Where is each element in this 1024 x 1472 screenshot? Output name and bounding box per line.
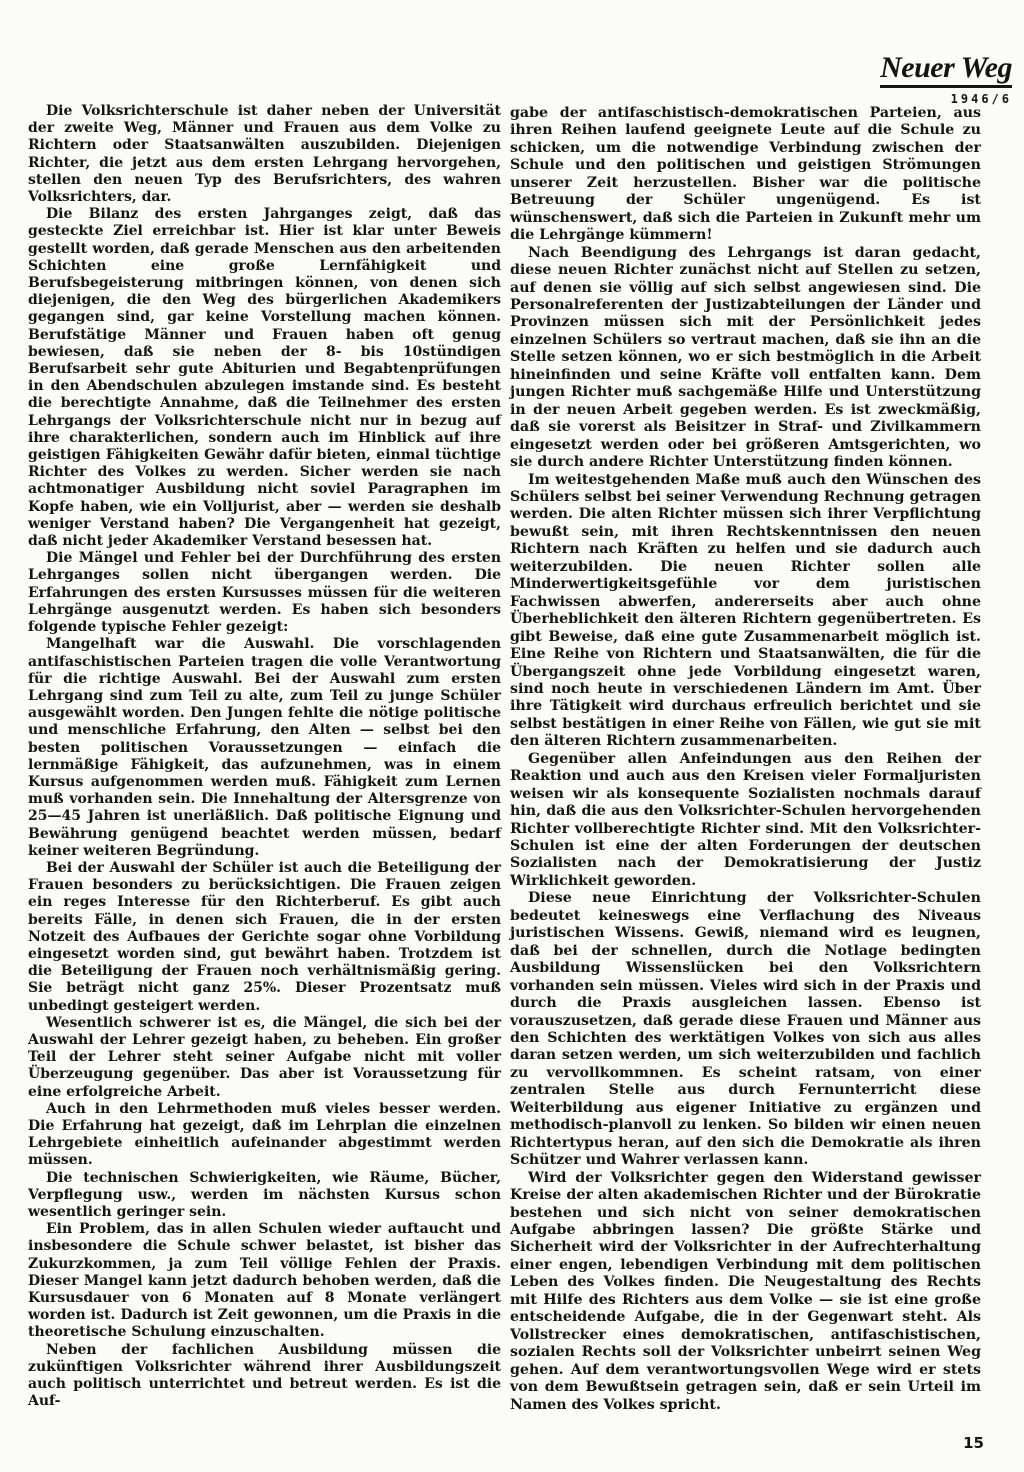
publication-title: Neuer Weg <box>880 52 1012 88</box>
masthead <box>880 52 1012 106</box>
paragraph: Wesentlich schwerer ist es, die Mängel, die sich bei der Auswahl der Lehrer gezeigt haben, zu beheben. Ein großer Teil der Lehrer steht seiner Aufgabe nicht mit voller Überzeugung gegenüber. Das aber ist Voraussetzung für eine erfolgreiche Arbeit. <box>28 1014 501 1100</box>
paragraph: Nach Beendigung des Lehrgangs ist daran gedacht, diese neuen Richter zunächst nicht auf Stellen zu setzen, auf denen sie völlig auf sich selbst angewiesen sind. Die Personalreferenten der Justizabteilungen der Länder und Provinzen müssen sich mit der Persönlichkeit jedes einzelnen Schülers so vertraut machen, daß sie ihn an die Stelle setzen können, wo er sich bestmöglich in die Arbeit hineinfinden und seine Kräfte voll entfalten kann. Dem jungen Richter muß sachgemäße Hilfe und Unterstützung in der neuen Arbeit gegeben werden. Es ist zweckmäßig, daß sie vorerst als Beisitzer in Straf- und Zivilkammern eingesetzt werden oder bei größeren Amtsgerichten, wo sie durch andere Richter Unterstützung finden können. <box>510 244 981 471</box>
paragraph: Mangelhaft war die Auswahl. Die vorschlagenden antifaschistischen Parteien tragen die volle Verantwortung für die richtige Auswahl. Bei der Auswahl zum ersten Lehrgang sind zum Teil zu alte, zum Teil zu junge Schüler ausgewählt worden. Den Jungen fehlte die nötige politische und menschliche Erfahrung, den Alten — selbst bei den besten politischen Voraussetzungen — einfach die lernmäßige Fähigkeit, das aufzunehmen, was in einem Kursus aufgenommen werden muß. Fähigkeit zum Lernen muß vorhanden sein. Die Innehaltung der Altersgrenze von 25—45 Jahren ist unerläßlich. Daß politische Eignung und Bewährung genügend beachtet werden müssen, bedarf keiner weiteren Begründung. <box>28 636 501 859</box>
paragraph: Die Bilanz des ersten Jahrganges zeigt, daß das gesteckte Ziel erreichbar ist. Hier ist klar unter Beweis gestellt worden, daß gerade Menschen aus den arbeitenden Schichten eine große Lernfähigkeit und Berufsbegeisterung mitbringen können, von denen sich diejenigen, die den Weg des bürgerlichen Akademikers gegangen sind, gar keine Vorstellung machen können. Berufstätige Männer und Frauen haben oft genug bewiesen, daß sie neben der 8- bis 10stündigen Berufsarbeit sehr gute Abiturien und Begabtenprüfungen in den Abendschulen abzulegen imstande sind. Es besteht die berechtigte Annahme, daß die Teilnehmer des ersten Lehrgangs der Volksrichterschule nicht nur in bezug auf ihre charakterlichen, sondern auch im Hinblick auf ihre geistigen Fähigkeiten Gewähr dafür bieten, einmal tüchtige Richter des Volkes zu werden. Sicher werden sie nach achtmonatiger Ausbildung nicht soviel Paragraphen im Kopfe haben, wie ein Volljurist, aber — werden sie deshalb weniger Verstand haben? Die Vergangenheit hat gezeigt, daß nicht jeder Akademiker Verstand besessen hat. <box>28 206 501 550</box>
paragraph: Auch in den Lehrmethoden muß vieles besser werden. Die Erfahrung hat gezeigt, daß im Lehrplan die einzelnen Lehrgebiete einheitlich aufeinander abgestimmt werden müssen. <box>28 1100 501 1169</box>
paragraph: Im weitestgehenden Maße muß auch den Wünschen des Schülers selbst bei seiner Verwendung Rechnung getragen werden. Die alten Richter müssen sich ihrer Verpflichtung bewußt sein, mit ihren Rechtskenntnissen den neuen Richtern nach Kräften zu helfen und sie dadurch auch weiterzubilden. Die neuen Richter sollen alle Minderwertigkeitsgefühle vor dem juristischen Fachwissen abwerfen, andererseits aber auch ohne Überheblichkeit den älteren Richtern gegenübertreten. Es gibt Beweise, daß eine gute Zusammenarbeit möglich ist. Eine Reihe von Richtern und Staatsanwälten, die für die Übergangszeit ohne jede Vorbildung eingesetzt waren, sind noch heute in verschiedenen Ländern im Amt. Über ihre Tätigkeit wird durchaus erfreulich berichtet und sie selbst bestätigen in einer Reihe von Fällen, wie gut sie mit den älteren Richtern zusammenarbeiten. <box>510 471 981 750</box>
right-column <box>510 105 981 1414</box>
paragraph: Die technischen Schwierigkeiten, wie Räume, Bücher, Verpflegung usw., werden im nächsten Kursus schon wesentlich geringer sein. <box>28 1169 501 1220</box>
paragraph: Bei der Auswahl der Schüler ist auch die Beteiligung der Frauen besonders zu berücksichtigen. Die Frauen zeigen ein reges Interesse für den Richterberuf. Es gibt auch bereits Fälle, in denen sich Frauen, die in der ersten Notzeit des Aufbaues der Gerichte sogar ohne Vorbildung eingesetzt worden sind, gut bewährt haben. Trotzdem ist die Beteiligung der Frauen noch verhältnismäßig gering. Sie beträgt nicht ganz 25%. Dieser Prozentsatz muß unbedingt gesteigert werden. <box>28 859 501 1014</box>
left-column <box>28 103 501 1410</box>
paragraph: Diese neue Einrichtung der Volksrichter-Schulen bedeutet keineswegs eine Verflachung des Niveaus juristischen Wissens. Gewiß, niemand wird es leugnen, daß bei der schnellen, durch die Notlage bedingten Ausbildung Wissenslücken bei den Volksrichtern vorhanden sein müssen. Vieles wird sich in der Praxis und durch die Praxis ausgleichen lassen. Ebenso ist vorauszusetzen, daß gerade diese Frauen und Männer aus den Schichten des werktätigen Volkes von sich aus alles daran setzen werden, um sich weiterzubilden und fachlich zu vervollkommnen. Es scheint ratsam, von einer zentralen Stelle aus durch Fernunterricht diese Weiterbildung aus eigener Initiative zu ergänzen und methodisch-planvoll zu lenken. So bilden wir einen neuen Richtertypus heran, auf den sich die Demokratie als ihren Schützer und Wahrer verlassen kann. <box>510 890 981 1169</box>
paragraph: Die Mängel und Fehler bei der Durchführung des ersten Lehrganges sollen nicht übergangen werden. Die Erfahrungen des ersten Kursusses müssen für die weiteren Lehrgänge ausgenutzt werden. Es haben sich besonders folgende typische Fehler gezeigt: <box>28 550 501 636</box>
paragraph: Neben der fachlichen Ausbildung müssen die zukünftigen Volksrichter während ihrer Ausbildungszeit auch politisch unterrichtet und betreut werden. Es ist die Auf- <box>28 1341 501 1410</box>
paragraph: Gegenüber allen Anfeindungen aus den Reihen der Reaktion und auch aus den Kreisen vieler Formaljuristen weisen wir als konsequente Sozialisten nochmals darauf hin, daß die aus den Volksrichter-Schulen hervorgehenden Richter vollberechtigte Richter sind. Mit den Volksrichter-Schulen ist eine der alten Forderungen der deutschen Sozialisten nach der Demokratisierung der Justiz Wirklichkeit geworden. <box>510 750 981 889</box>
paragraph: Wird der Volksrichter gegen den Widerstand gewisser Kreise der alten akademischen Richter und der Bürokratie bestehen und sich nicht von seiner demokratischen Aufgabe abbringen lassen? Die größte Stärke und Sicherheit wird der Volksrichter in der Aufrechterhaltung einer engen, lebendigen Verbindung mit dem politischen Leben des Volkes finden. Die Neugestaltung des Rechts mit Hilfe des Richters aus dem Volke — sie ist eine große entscheidende Aufgabe, die in der Gegenwart steht. Als Vollstrecker eines demokratischen, antifaschistischen, sozialen Rechts soll der Volksrichter unbeirrt seinen Weg gehen. Auf dem verantwortungsvollen Wege wird er stets von dem Bewußtsein getragen sein, daß er sein Urteil im Namen des Volkes spricht. <box>510 1169 981 1413</box>
paragraph: gabe der antifaschistisch-demokratischen Parteien, aus ihren Reihen laufend geeignete Leute auf die Schule zu schicken, um die notwendige Verbindung zwischen der Schule und den politischen und geistigen Strömungen unserer Zeit herzustellen. Bisher war die politische Betreuung der Schüler ungenügend. Es ist wünschenswert, daß sich die Parteien in Zukunft mehr um die Lehrgänge kümmern! <box>510 105 981 244</box>
paragraph: Die Volksrichterschule ist daher neben der Universität der zweite Weg, Männer und Frauen aus dem Volke zu Richtern oder Staatsanwälten auszubilden. Diejenigen Richter, die jetzt aus dem ersten Lehrgang hervorgehen, stellen den neuen Typ des Berufsrichters, des wahren Volksrichters, dar. <box>28 103 501 206</box>
paragraph: Ein Problem, das in allen Schulen wieder auftaucht und insbesondere die Schule schwer belastet, ist bisher das Zukurzkommen, ja zum Teil völlige Fehlen der Praxis. Dieser Mangel kann jetzt dadurch behoben werden, daß die Kursusdauer von 6 Monaten auf 8 Monate verlängert worden ist. Dadurch ist Zeit gewonnen, um die Praxis in die theoretische Schulung einzuschalten. <box>28 1221 501 1341</box>
page-number: 15 <box>963 1434 984 1452</box>
issue-number: 1946/6 <box>950 92 1012 106</box>
